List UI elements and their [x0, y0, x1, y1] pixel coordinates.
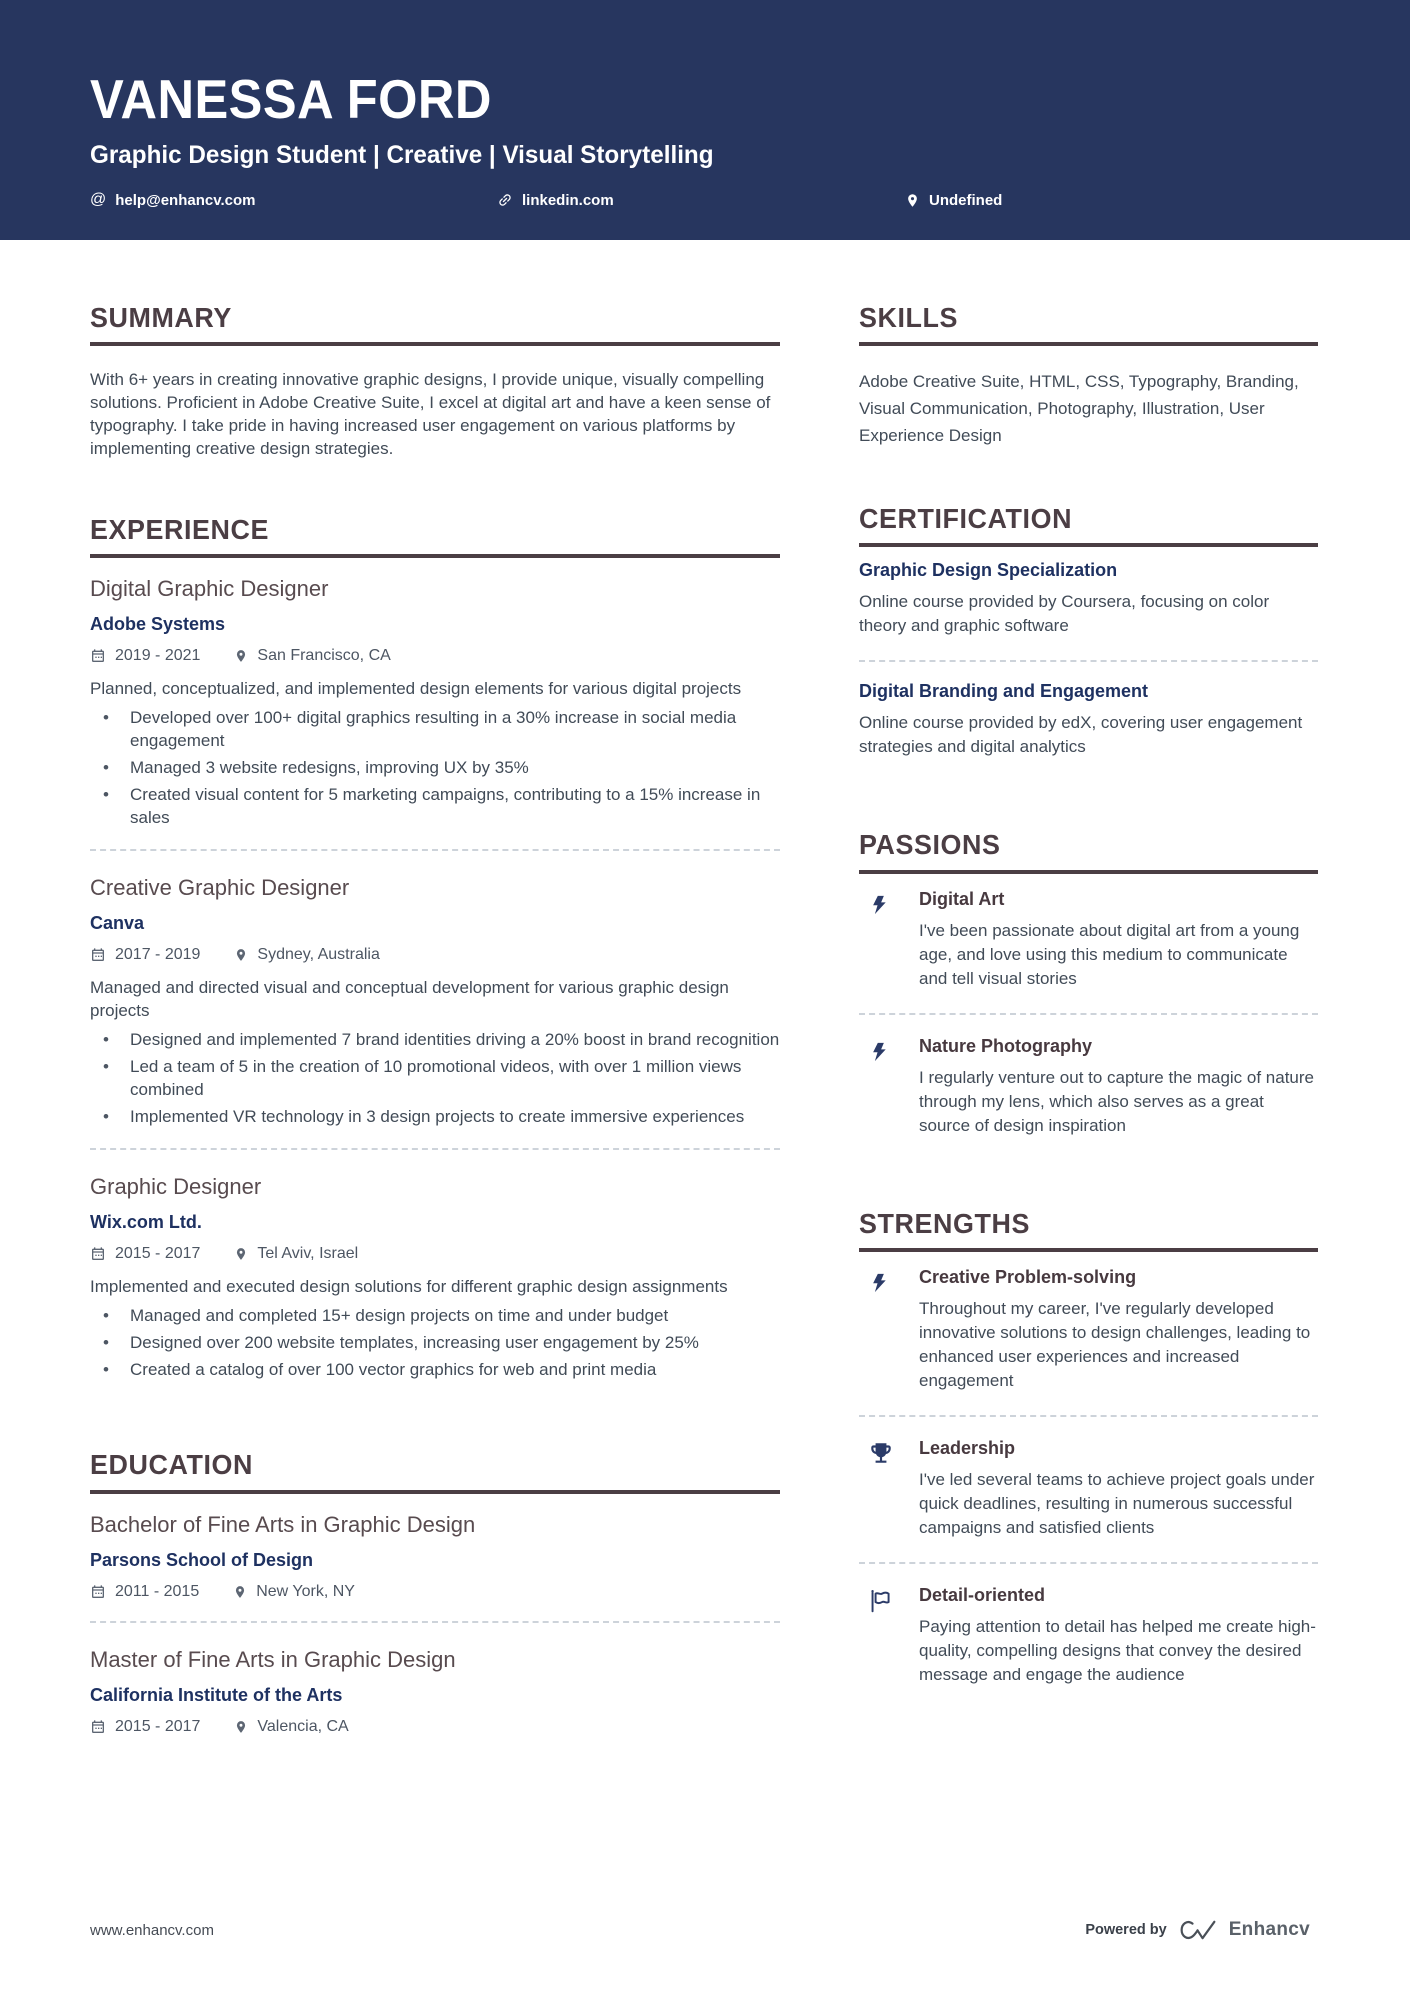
passion-body [919, 1036, 1318, 1138]
date-range [90, 1718, 200, 1736]
location-icon [234, 1719, 248, 1735]
location-item [905, 192, 1002, 209]
dashed-divider [90, 849, 780, 851]
section-skills [859, 302, 1318, 449]
company-name: Adobe Systems [90, 614, 226, 635]
footer [90, 1917, 1310, 1943]
strength-title: Leadership [919, 1437, 1016, 1458]
job-title: Graphic Designer [90, 1174, 262, 1200]
education-location [233, 1583, 355, 1601]
passion-text: I've been passionate about digital art from a young age, and love using this medium to communicate and tell visual stories [919, 920, 1300, 988]
section-strengths [859, 1208, 1318, 1703]
enhancv-brand-text[interactable]: Enhancv [1228, 1919, 1310, 1940]
bullet-item: • Managed and completed 15+ design projects on time and under budget [90, 1304, 780, 1327]
experience-entry [90, 857, 780, 1142]
strength-text: Throughout my career, I've regularly developed innovative solutions to design challenges, leading to enhanced user experiences and increased engagement [919, 1298, 1311, 1390]
job-meta [90, 647, 780, 665]
section-education [90, 1449, 780, 1749]
passions-heading: PASSIONS [859, 829, 1001, 861]
job-meta [90, 946, 780, 964]
bullet-item: • Implemented VR technology in 3 design projects to create immersive experiences [90, 1105, 780, 1128]
dashed-divider [90, 1621, 780, 1623]
certification-title: Graphic Design Specialization [859, 560, 1118, 581]
strength-body [919, 1585, 1318, 1687]
location-icon [234, 1246, 248, 1262]
strength-text: I've led several teams to achieve project goals under quick deadlines, resulting in numerous successful campaigns and satisfied clients [919, 1469, 1315, 1537]
dates-text: 2017 - 2019 [115, 946, 201, 964]
bolt-icon [859, 1267, 919, 1393]
bullet-item: • Designed over 200 website templates, increasing user engagement by 25% [90, 1331, 780, 1354]
right-column [859, 302, 1318, 1804]
company-name: Wix.com Ltd. [90, 1212, 202, 1233]
date-range [90, 647, 200, 665]
date-range [90, 1583, 199, 1601]
degree-title: Master of Fine Arts in Graphic Design [90, 1646, 456, 1672]
bullet-item: • Created visual content for 5 marketing campaigns, contributing to a 15% increase in sales [90, 783, 780, 829]
job-description: Implemented and executed design solutions for different graphic design assignments [90, 1277, 728, 1297]
heading-rule [859, 342, 1318, 346]
passion-title: Digital Art [919, 888, 1005, 909]
experience-entry [90, 1156, 780, 1395]
section-summary [90, 302, 780, 460]
powered-by-label: Powered by [1085, 1922, 1167, 1938]
education-entry [90, 1629, 780, 1750]
certification-text: Online course provided by edX, covering user engagement strategies and digital analytics [859, 713, 1303, 757]
certification-heading: CERTIFICATION [859, 503, 1073, 535]
heading-rule [90, 342, 780, 346]
education-heading: EDUCATION [90, 1449, 253, 1481]
location-text: San Francisco, CA [257, 647, 391, 665]
calendar-icon [90, 947, 106, 963]
section-passions [859, 829, 1318, 1153]
trophy-icon [859, 1438, 919, 1540]
dashed-divider [859, 1013, 1318, 1015]
dashed-divider [859, 1415, 1318, 1417]
certification-entry [859, 668, 1318, 775]
job-location [234, 946, 379, 964]
job-bullets [90, 706, 780, 829]
section-experience [90, 514, 780, 1395]
dashed-divider [859, 660, 1318, 662]
bullet-item: • Led a team of 5 in the creation of 10 promotional videos, with over 1 million views combined [90, 1055, 780, 1101]
strength-text: Paying attention to detail has helped me create high-quality, compelling designs that convey the desired message and engage the audience [919, 1616, 1316, 1684]
job-title: Creative Graphic Designer [90, 875, 350, 901]
education-entry [90, 1494, 780, 1615]
passion-title: Nature Photography [919, 1035, 1093, 1056]
flag-icon [859, 1585, 919, 1687]
email-link[interactable] [90, 191, 497, 209]
dates-text: 2019 - 2021 [115, 647, 201, 665]
skills-heading: SKILLS [859, 302, 959, 333]
passion-body [919, 889, 1318, 991]
job-location [234, 647, 390, 665]
education-meta [90, 1583, 780, 1601]
strength-entry [859, 1570, 1318, 1703]
location-text: Tel Aviv, Israel [257, 1245, 359, 1263]
job-bullets [90, 1028, 780, 1128]
summary-text: With 6+ years in creating innovative graphic designs, I provide unique, visually compelling solutions. Proficient in Adobe Creative Suite, I excel at digital art and have a keen sense of typography. I take pride in having increased user engagement on various platforms by implementing creative design strategies. [90, 370, 771, 459]
enhancv-logo-icon [1178, 1917, 1218, 1943]
location-icon [905, 192, 920, 209]
left-column [90, 302, 780, 1804]
job-description: Planned, conceptualized, and implemented design elements for various digital projects [90, 679, 742, 699]
date-range [90, 1245, 200, 1263]
location-icon [233, 1584, 247, 1600]
certification-title: Digital Branding and Engagement [859, 681, 1149, 702]
skills-text: Adobe Creative Suite, HTML, CSS, Typography, Branding, Visual Communication, Photography, Illustration, User Experience Design [859, 372, 1299, 446]
calendar-icon [90, 1584, 106, 1600]
location-text: New York, NY [256, 1582, 355, 1600]
certification-text: Online course provided by Coursera, focusing on color theory and graphic software [859, 592, 1270, 636]
location-icon [234, 947, 248, 963]
job-description: Managed and directed visual and conceptual development for various graphic design projects [90, 978, 729, 1021]
job-meta [90, 1245, 780, 1263]
job-location [234, 1245, 358, 1263]
strength-entry [859, 1423, 1318, 1556]
experience-entry [90, 558, 780, 843]
linkedin-text: linkedin.com [522, 191, 614, 209]
linkedin-link[interactable] [497, 192, 905, 209]
bullet-item: • Managed 3 website redesigns, improving UX by 35% [90, 756, 780, 779]
degree-title: Bachelor of Fine Arts in Graphic Design [90, 1511, 476, 1537]
calendar-icon [90, 1719, 106, 1735]
contact-row [90, 191, 1320, 209]
job-title: Digital Graphic Designer [90, 576, 329, 602]
bullet-item: • Created a catalog of over 100 vector graphics for web and print media [90, 1358, 780, 1381]
calendar-icon [90, 1246, 106, 1262]
email-text: help@enhancv.com [115, 191, 256, 209]
strengths-heading: STRENGTHS [859, 1207, 1030, 1239]
experience-heading: EXPERIENCE [90, 514, 270, 546]
date-range [90, 946, 200, 964]
strength-entry [859, 1252, 1318, 1409]
section-certification [859, 503, 1318, 775]
link-icon [494, 189, 517, 212]
bullet-item: • Designed and implemented 7 brand identities driving a 20% boost in brand recognition [90, 1028, 780, 1051]
bolt-icon [859, 1036, 919, 1138]
bolt-icon [859, 889, 919, 991]
dashed-divider [90, 1148, 780, 1150]
dates-text: 2015 - 2017 [115, 1717, 201, 1735]
job-bullets [90, 1304, 780, 1381]
school-name: California Institute of the Arts [90, 1684, 343, 1705]
company-name: Canva [90, 913, 145, 934]
school-name: Parsons School of Design [90, 1549, 314, 1570]
strength-title: Creative Problem-solving [919, 1266, 1137, 1287]
bullet-item: • Developed over 100+ digital graphics resulting in a 30% increase in social media engagement [90, 706, 780, 752]
education-location [234, 1718, 348, 1736]
passion-entry [859, 1021, 1318, 1154]
dashed-divider [859, 1562, 1318, 1564]
strength-body [919, 1438, 1318, 1540]
certification-entry [859, 547, 1318, 654]
at-icon: @ [90, 191, 107, 208]
website-link[interactable]: www.enhancv.com [90, 1921, 214, 1939]
strength-body [919, 1267, 1318, 1393]
education-meta [90, 1718, 780, 1736]
strength-title: Detail-oriented [919, 1584, 1046, 1605]
resume-body [0, 240, 1410, 1804]
calendar-icon [90, 648, 106, 664]
person-name: VANESSA FORD [90, 68, 492, 130]
location-text: Undefined [929, 191, 1003, 209]
location-text: Valencia, CA [257, 1717, 349, 1735]
dates-text: 2015 - 2017 [115, 1245, 201, 1263]
dates-text: 2011 - 2015 [115, 1582, 200, 1600]
passion-entry [859, 874, 1318, 1007]
headline: Graphic Design Student | Creative | Visual Storytelling [90, 141, 714, 169]
passion-text: I regularly venture out to capture the magic of nature through my lens, which also serves as a great source of design inspiration [919, 1067, 1315, 1135]
location-text: Sydney, Australia [257, 946, 380, 964]
location-icon [234, 648, 248, 664]
powered-by [1085, 1917, 1310, 1943]
header [0, 0, 1410, 240]
summary-heading: SUMMARY [90, 302, 232, 333]
